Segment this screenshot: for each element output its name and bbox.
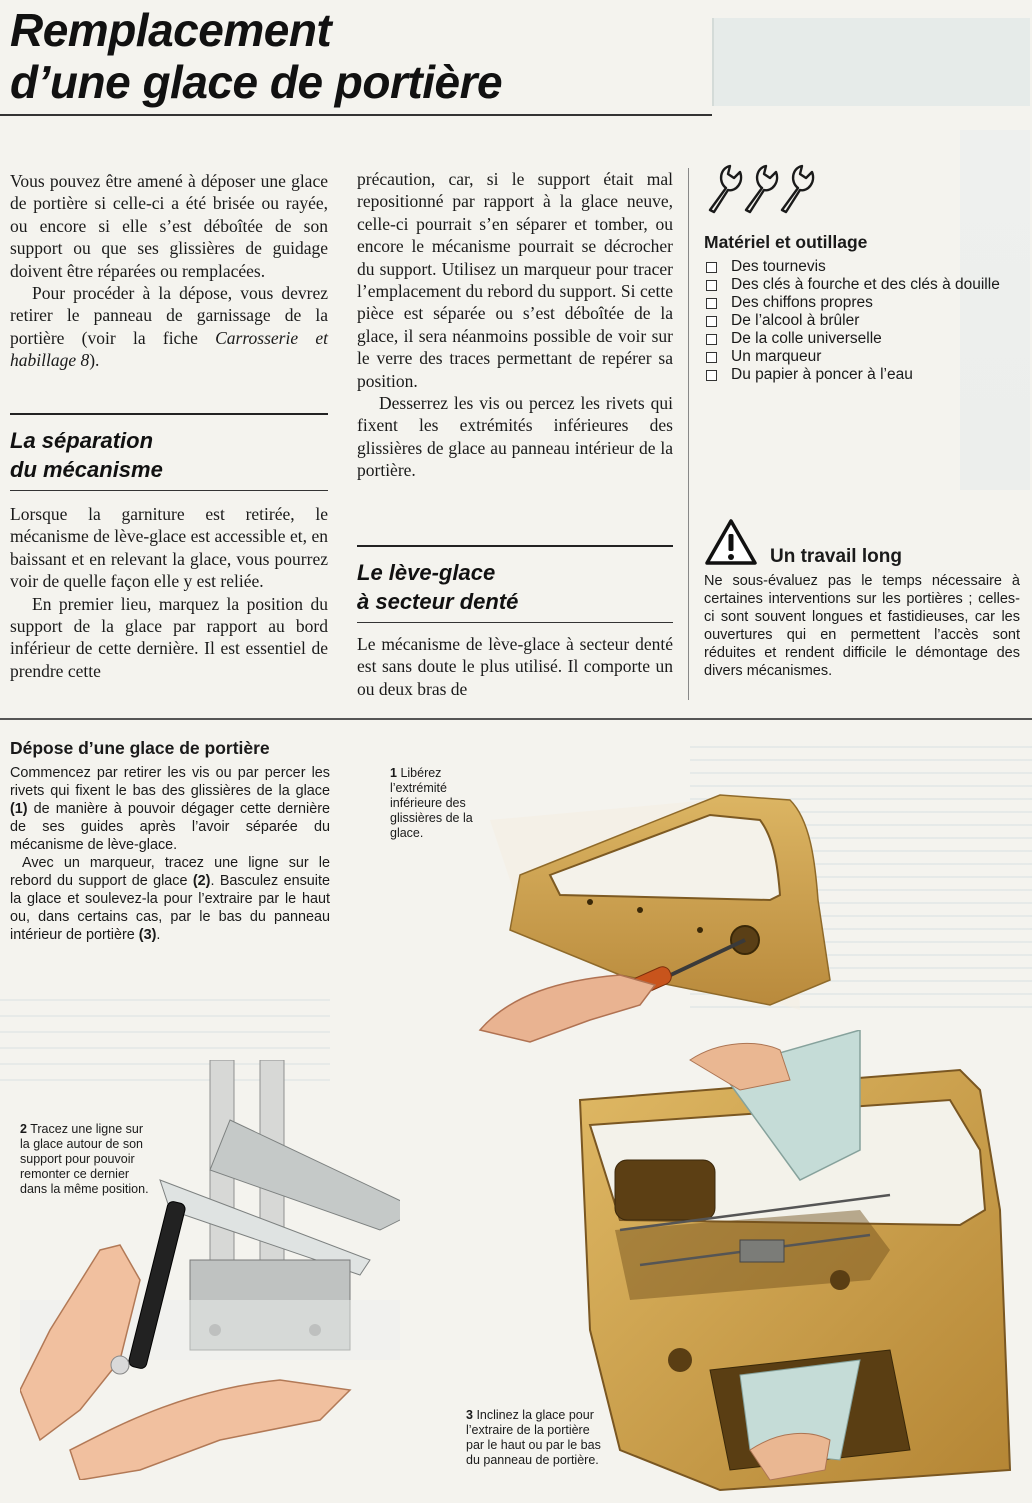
title-line-1: Remplacement: [10, 4, 332, 56]
section-rule-1: [10, 413, 328, 415]
column-1-body: [10, 503, 328, 682]
materiel-item: Des clés à fourche et des clés à douille: [704, 276, 1018, 294]
checkbox-icon: [706, 280, 717, 291]
separation-paragraph-2: En premier lieu, marquez la position du support de la glace par rapport au bord inférieur de cette dernière. Il est essentiel de prendre cette: [10, 593, 328, 681]
caption-2-text: Tracez une ligne sur la glace autour de son support pour pouvoir remonter ce dernier dans la même position.: [20, 1122, 149, 1196]
bleed-through-tab: [712, 18, 1030, 106]
title-line-2: d’une glace de portière: [10, 56, 503, 108]
depose-title: Dépose d’une glace de portière: [10, 738, 270, 758]
header-rule: [0, 114, 712, 116]
illustration-1: [470, 780, 870, 1050]
warning-triangle-icon: [704, 518, 758, 566]
materiel-list: [704, 258, 1018, 384]
depose-body: [10, 764, 330, 944]
caption-3-number: 3: [466, 1408, 473, 1422]
column-1-intro: [10, 170, 328, 372]
heading-separation: La séparation du mécanisme: [10, 428, 163, 482]
checkbox-icon: [706, 262, 717, 273]
checkbox-icon: [706, 370, 717, 381]
page-title: [10, 4, 710, 108]
separation-paragraph-1: Lorsque la garniture est retirée, le mécanisme de lève-glace est accessible et, en baissant et en relevant la glace, vous pourrez voir de quelle façon elle y est reliée.: [10, 504, 328, 592]
checkbox-icon: [706, 298, 717, 309]
materiel-item: Un marqueur: [704, 348, 1018, 366]
secteur-paragraph: Le mécanisme de lève-glace à secteur denté est sans doute le plus utilisé. Il comporte un ou deux bras de: [357, 634, 673, 699]
lower-section-rule: [0, 718, 1032, 720]
materiel-item: De l’alcool à brûler: [704, 312, 1018, 330]
heading-rule-2: [357, 622, 673, 623]
section-rule-2: [357, 545, 673, 547]
caption-1-number: 1: [390, 766, 397, 780]
depose-paragraph-1: Commencez par retirer les vis ou par percer les rivets qui fixent le bas des glissières de la glace (1) de manière à pouvoir dégager cette dernière de ses guides après l’avoir séparée du mécanisme de lève-glace.: [10, 765, 330, 853]
precaution-paragraph: précaution, car, si le support était mal repositionné par rapport à la glace neuve, celle-ci pourrait s’en séparer et tomber, ou encore le mécanisme pourrait se décrocher du support. Utilisez un marqueur pour tracer l’emplacement du rebord du support. Si cette pièce est séparée ou s’est déboîtée de la glace, il sera néanmoins possible de voir sur le verre des traces permettant de repérer sa position.: [357, 169, 673, 391]
column-2-body: [357, 168, 673, 482]
checkbox-icon: [706, 316, 717, 327]
caption-3: [466, 1408, 606, 1468]
intro-paragraph-1: Vous pouvez être amené à déposer une glace de portière si celle-ci a été brisée ou rayée, ou encore si elle s’est déboîtée de son support ou que ses glissières de guidage doivent être réparées ou remplacées.: [10, 171, 328, 281]
caption-3-text: Inclinez la glace pour l’extraire de la portière par le haut ou par le bas du panneau de portière.: [466, 1408, 601, 1467]
illustration-3: [560, 1030, 1030, 1498]
heading-leve-glace: Le lève-glace à secteur denté: [357, 560, 519, 614]
caption-1-text: Libérez l’extrémité inférieure des glissières de la glace.: [390, 766, 473, 840]
caption-2-number: 2: [20, 1122, 27, 1136]
materiel-item: Du papier à poncer à l’eau: [704, 366, 1018, 384]
materiel-item: De la colle universelle: [704, 330, 1018, 348]
caption-2: [20, 1122, 152, 1197]
materiel-item: Des tournevis: [704, 258, 1018, 276]
sheet-reference: Carrosserie et habillage 8: [10, 327, 328, 371]
wrenches-icon: [704, 160, 824, 216]
materiel-title: Matériel et outillage: [704, 232, 868, 252]
heading-rule-1: [10, 490, 328, 491]
column-separator: [688, 168, 689, 700]
warning-body: Ne sous-évaluez pas le temps nécessaire à certaines interventions sur les portières ; celles-ci sont souvent longues et fastidieuses, car les ouvertures qui en permettent l’accès sont réduites et rendent difficile le démontage des divers mécanismes.: [704, 573, 1020, 679]
desserrez-paragraph: Desserrez les vis ou percez les rivets qui fixent les extrémités inférieures des glissières de glace au panneau intérieur de la portière.: [357, 393, 673, 481]
column-2-tail: [357, 633, 673, 700]
intro-paragraph-2: Pour procéder à la dépose, vous devrez retirer le panneau de garnissage de la portière (voir la fiche Carrosserie et habillage 8).: [10, 283, 328, 371]
warning-title: Un travail long: [770, 546, 902, 567]
depose-paragraph-2: Avec un marqueur, tracez une ligne sur le rebord du support de glace (2). Basculez ensuite la glace et soulevez-la pour l’extraire par le haut ou, dans certains cas, par le bas du panneau intérieur de portière (3).: [10, 855, 330, 943]
caption-1: [390, 766, 500, 841]
checkbox-icon: [706, 334, 717, 345]
materiel-item: Des chiffons propres: [704, 294, 1018, 312]
checkbox-icon: [706, 352, 717, 363]
